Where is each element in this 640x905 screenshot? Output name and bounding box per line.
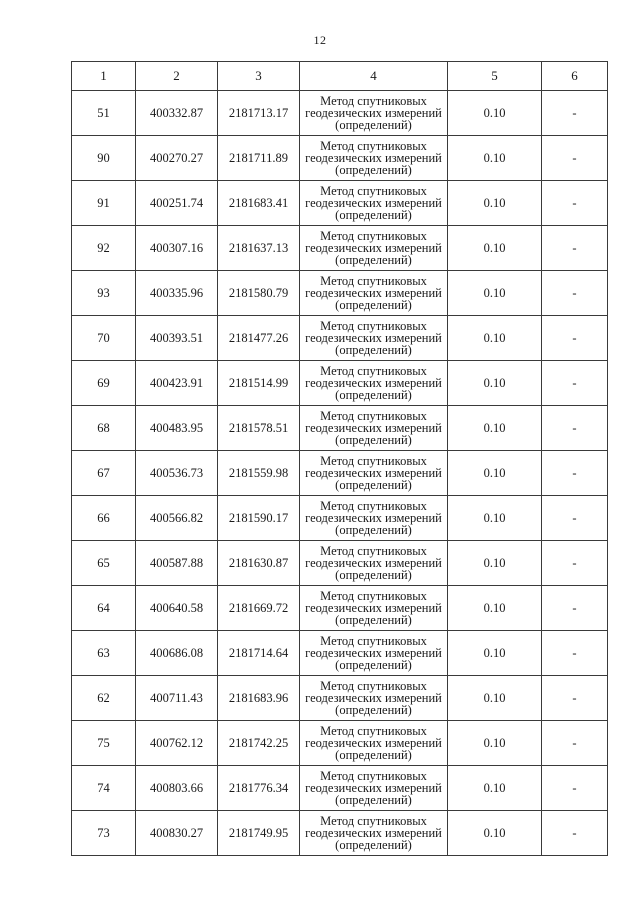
precision-cell: 0.10 [448, 181, 542, 226]
table-row [72, 541, 608, 586]
y-coordinate-cell: 2181477.26 [218, 316, 300, 361]
point-cell: 67 [72, 451, 136, 496]
y-coordinate-cell: 2181669.72 [218, 586, 300, 631]
precision-cell: 0.10 [448, 766, 542, 811]
table-row [72, 721, 608, 766]
x-coordinate-cell: 400587.88 [136, 541, 218, 586]
x-coordinate-cell: 400640.58 [136, 586, 218, 631]
table-body [72, 91, 608, 856]
coordinates-table [71, 61, 608, 856]
precision-cell: 0.10 [448, 451, 542, 496]
table-row [72, 631, 608, 676]
note-cell: - [542, 586, 608, 631]
method-cell: Метод спутниковых геодезических измерений (определений) [300, 361, 448, 406]
table-row [72, 361, 608, 406]
x-coordinate-cell: 400803.66 [136, 766, 218, 811]
y-coordinate-cell: 2181683.41 [218, 181, 300, 226]
point-cell: 69 [72, 361, 136, 406]
precision-cell: 0.10 [448, 226, 542, 271]
method-cell: Метод спутниковых геодезических измерений (определений) [300, 91, 448, 136]
y-coordinate-cell: 2181749.95 [218, 811, 300, 856]
x-coordinate-cell: 400270.27 [136, 136, 218, 181]
x-coordinate-cell: 400251.74 [136, 181, 218, 226]
method-cell: Метод спутниковых геодезических измерений (определений) [300, 766, 448, 811]
header-cell-5: 5 [448, 62, 542, 91]
point-cell: 51 [72, 91, 136, 136]
note-cell: - [542, 721, 608, 766]
note-cell: - [542, 361, 608, 406]
point-cell: 68 [72, 406, 136, 451]
y-coordinate-cell: 2181637.13 [218, 226, 300, 271]
note-cell: - [542, 541, 608, 586]
header-cell-1: 1 [72, 62, 136, 91]
note-cell: - [542, 271, 608, 316]
table-row [72, 181, 608, 226]
table-row [72, 226, 608, 271]
y-coordinate-cell: 2181776.34 [218, 766, 300, 811]
x-coordinate-cell: 400566.82 [136, 496, 218, 541]
y-coordinate-cell: 2181514.99 [218, 361, 300, 406]
precision-cell: 0.10 [448, 676, 542, 721]
note-cell: - [542, 631, 608, 676]
method-cell: Метод спутниковых геодезических измерений (определений) [300, 271, 448, 316]
method-cell: Метод спутниковых геодезических измерений (определений) [300, 496, 448, 541]
y-coordinate-cell: 2181683.96 [218, 676, 300, 721]
precision-cell: 0.10 [448, 541, 542, 586]
y-coordinate-cell: 2181630.87 [218, 541, 300, 586]
header-cell-3: 3 [218, 62, 300, 91]
point-cell: 74 [72, 766, 136, 811]
table-row [72, 271, 608, 316]
precision-cell: 0.10 [448, 361, 542, 406]
header-row [72, 62, 608, 91]
table-row [72, 451, 608, 496]
point-cell: 66 [72, 496, 136, 541]
point-cell: 75 [72, 721, 136, 766]
note-cell: - [542, 316, 608, 361]
precision-cell: 0.10 [448, 811, 542, 856]
method-cell: Метод спутниковых геодезических измерений (определений) [300, 676, 448, 721]
note-cell: - [542, 451, 608, 496]
point-cell: 65 [72, 541, 136, 586]
note-cell: - [542, 766, 608, 811]
x-coordinate-cell: 400423.91 [136, 361, 218, 406]
note-cell: - [542, 181, 608, 226]
table-row [72, 91, 608, 136]
table-row [72, 811, 608, 856]
x-coordinate-cell: 400393.51 [136, 316, 218, 361]
method-cell: Метод спутниковых геодезических измерений (определений) [300, 226, 448, 271]
table-row [72, 586, 608, 631]
precision-cell: 0.10 [448, 586, 542, 631]
x-coordinate-cell: 400332.87 [136, 91, 218, 136]
x-coordinate-cell: 400830.27 [136, 811, 218, 856]
note-cell: - [542, 811, 608, 856]
method-cell: Метод спутниковых геодезических измерений (определений) [300, 181, 448, 226]
table-row [72, 676, 608, 721]
x-coordinate-cell: 400686.08 [136, 631, 218, 676]
x-coordinate-cell: 400307.16 [136, 226, 218, 271]
precision-cell: 0.10 [448, 406, 542, 451]
point-cell: 62 [72, 676, 136, 721]
header-cell-6: 6 [542, 62, 608, 91]
method-cell: Метод спутниковых геодезических измерений (определений) [300, 451, 448, 496]
precision-cell: 0.10 [448, 496, 542, 541]
method-cell: Метод спутниковых геодезических измерений (определений) [300, 586, 448, 631]
precision-cell: 0.10 [448, 631, 542, 676]
note-cell: - [542, 226, 608, 271]
page-number: 12 [313, 33, 327, 47]
method-cell: Метод спутниковых геодезических измерений (определений) [300, 541, 448, 586]
point-cell: 90 [72, 136, 136, 181]
x-coordinate-cell: 400483.95 [136, 406, 218, 451]
method-cell: Метод спутниковых геодезических измерений (определений) [300, 406, 448, 451]
point-cell: 91 [72, 181, 136, 226]
note-cell: - [542, 406, 608, 451]
point-cell: 70 [72, 316, 136, 361]
table-row [72, 316, 608, 361]
precision-cell: 0.10 [448, 316, 542, 361]
table-row [72, 496, 608, 541]
method-cell: Метод спутниковых геодезических измерений (определений) [300, 811, 448, 856]
x-coordinate-cell: 400762.12 [136, 721, 218, 766]
x-coordinate-cell: 400536.73 [136, 451, 218, 496]
precision-cell: 0.10 [448, 271, 542, 316]
y-coordinate-cell: 2181578.51 [218, 406, 300, 451]
x-coordinate-cell: 400711.43 [136, 676, 218, 721]
y-coordinate-cell: 2181559.98 [218, 451, 300, 496]
table-row [72, 136, 608, 181]
table-row [72, 406, 608, 451]
method-cell: Метод спутниковых геодезических измерений (определений) [300, 316, 448, 361]
note-cell: - [542, 91, 608, 136]
precision-cell: 0.10 [448, 91, 542, 136]
header-cell-4: 4 [300, 62, 448, 91]
method-cell: Метод спутниковых геодезических измерений (определений) [300, 136, 448, 181]
y-coordinate-cell: 2181714.64 [218, 631, 300, 676]
note-cell: - [542, 496, 608, 541]
method-cell: Метод спутниковых геодезических измерений (определений) [300, 721, 448, 766]
precision-cell: 0.10 [448, 136, 542, 181]
note-cell: - [542, 676, 608, 721]
point-cell: 92 [72, 226, 136, 271]
note-cell: - [542, 136, 608, 181]
table-row [72, 766, 608, 811]
y-coordinate-cell: 2181713.17 [218, 91, 300, 136]
y-coordinate-cell: 2181580.79 [218, 271, 300, 316]
point-cell: 93 [72, 271, 136, 316]
method-cell: Метод спутниковых геодезических измерений (определений) [300, 631, 448, 676]
point-cell: 64 [72, 586, 136, 631]
header-cell-2: 2 [136, 62, 218, 91]
x-coordinate-cell: 400335.96 [136, 271, 218, 316]
y-coordinate-cell: 2181590.17 [218, 496, 300, 541]
y-coordinate-cell: 2181742.25 [218, 721, 300, 766]
point-cell: 63 [72, 631, 136, 676]
point-cell: 73 [72, 811, 136, 856]
precision-cell: 0.10 [448, 721, 542, 766]
y-coordinate-cell: 2181711.89 [218, 136, 300, 181]
